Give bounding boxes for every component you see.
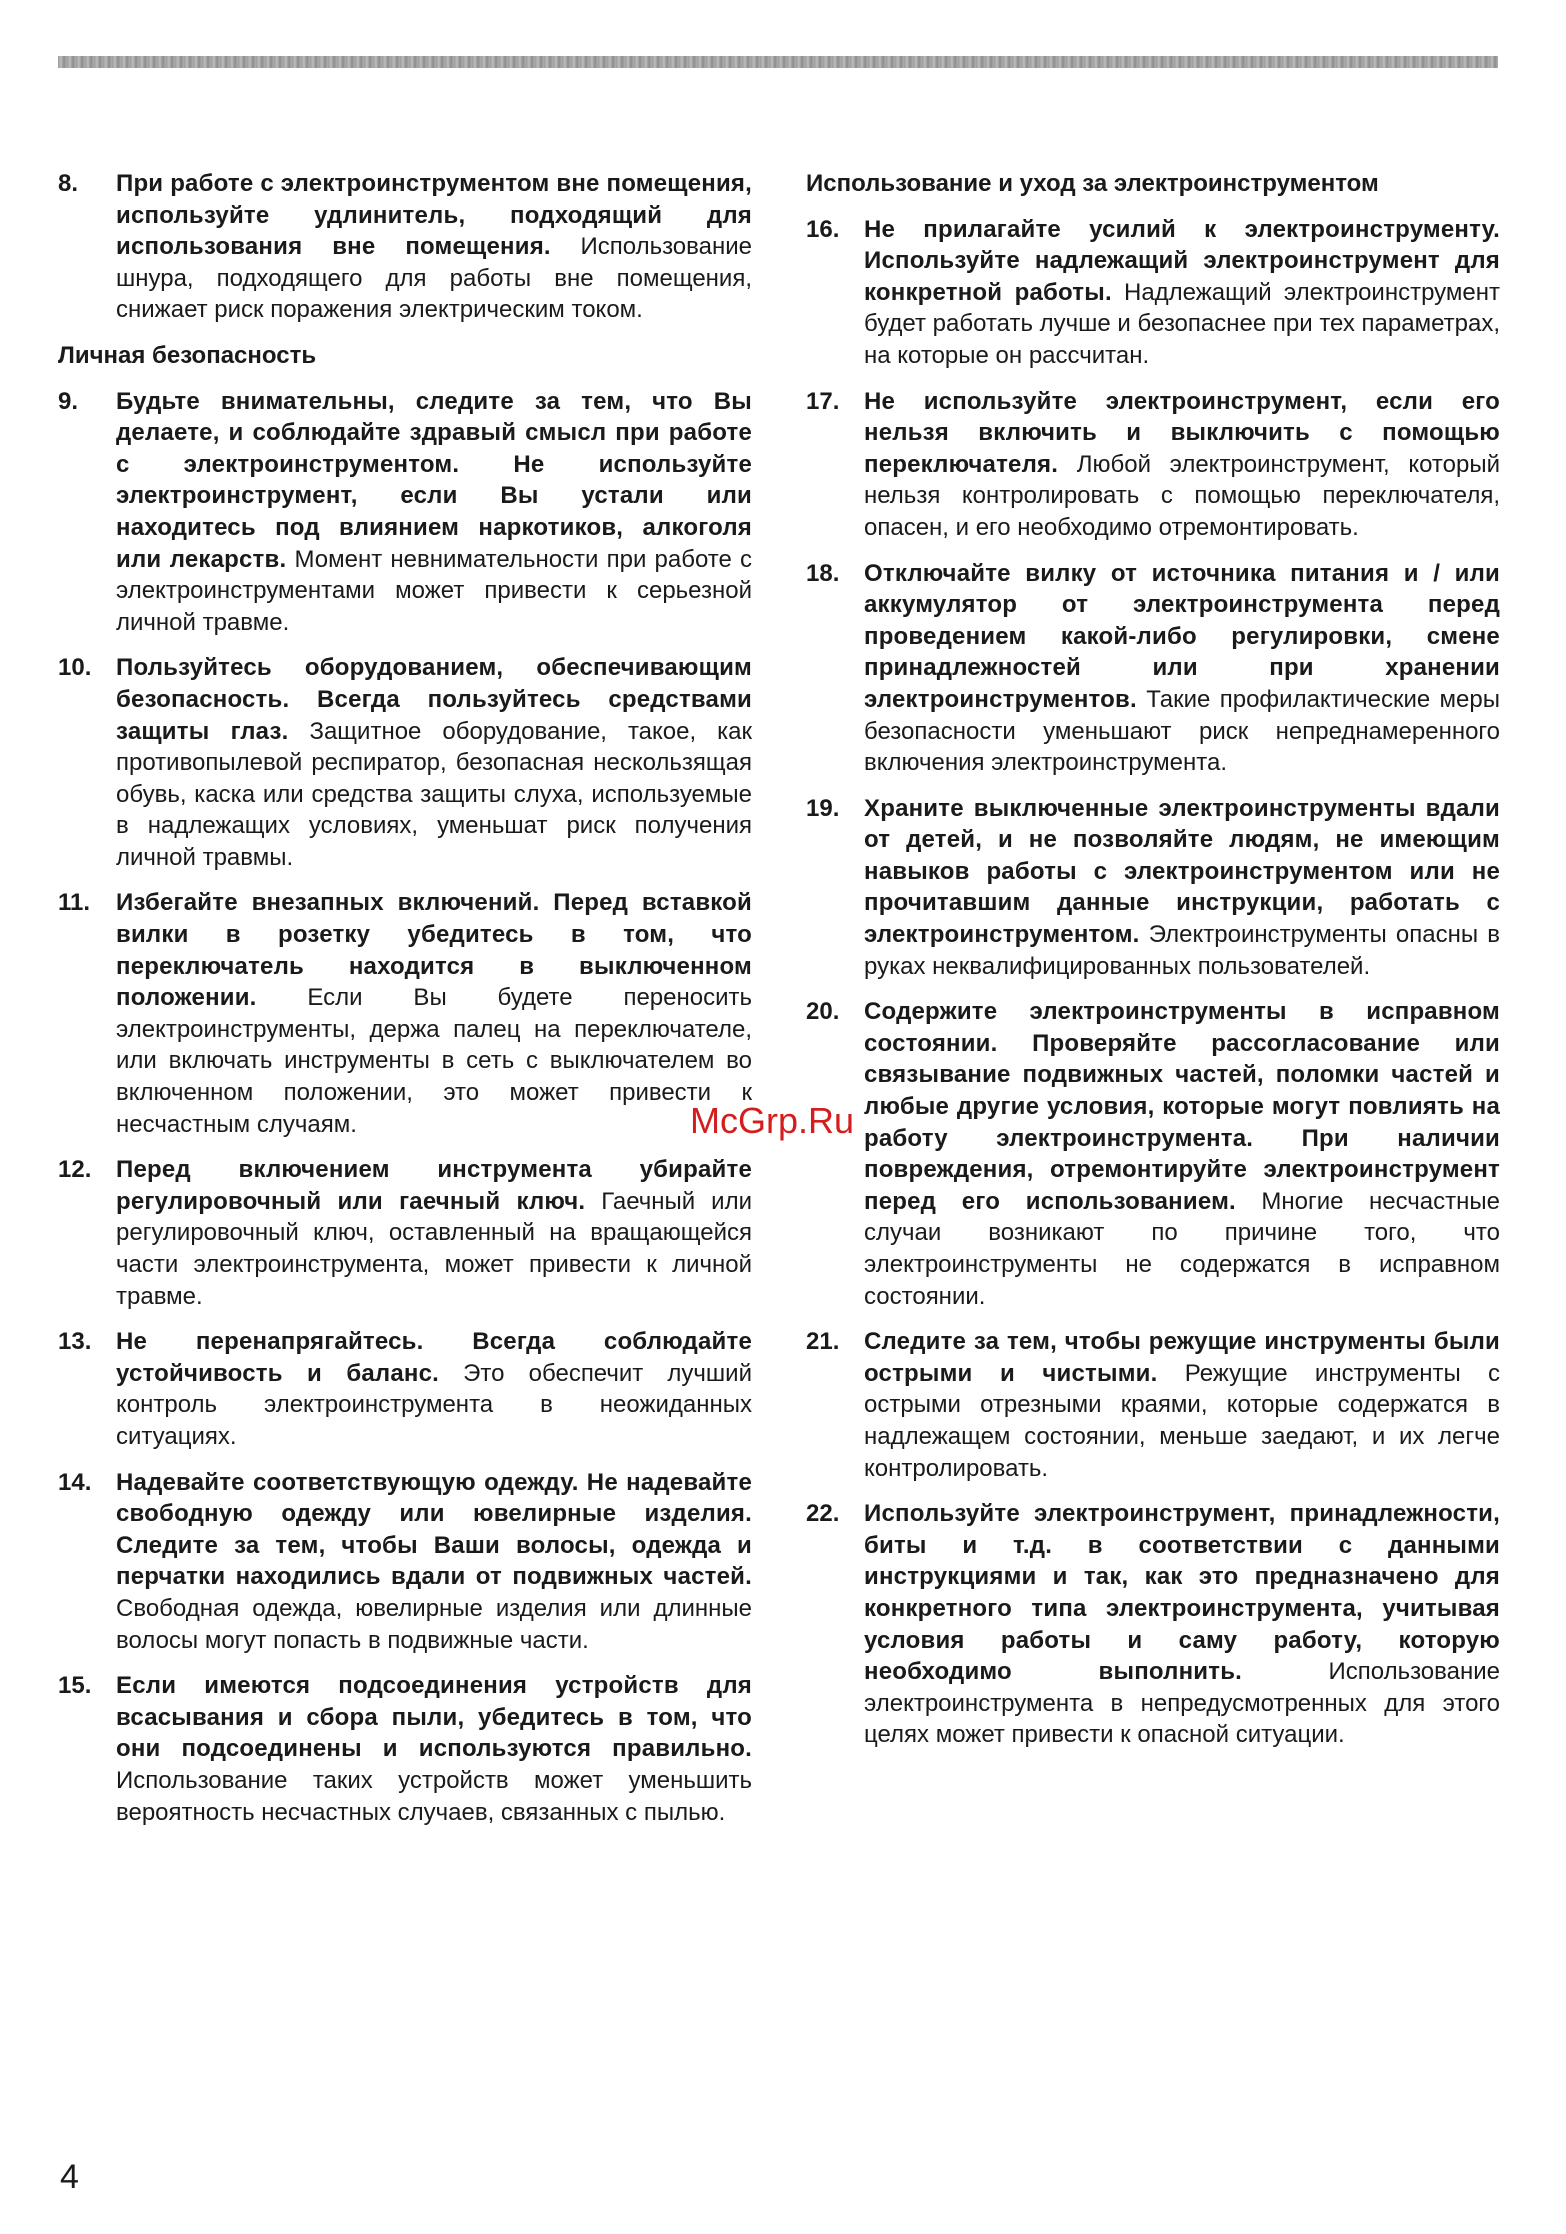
item-body: Это обеспечит лучший контроль электроинструмента в неожиданных ситуациях. xyxy=(116,1359,752,1450)
list-item xyxy=(806,386,1500,544)
list-item xyxy=(58,652,752,873)
header-rule xyxy=(58,56,1498,68)
item-number: 9. xyxy=(58,387,79,415)
item-body: Гаечный или регулировочный ключ, оставленный на вращающейся части электроинструмента, может привести к личной травме. xyxy=(116,1187,753,1310)
watermark: McGrp.Ru xyxy=(690,1100,855,1141)
item-body: Многие несчастные случаи возникают по причине того, что электроинструменты не содержатся в исправном состоянии. xyxy=(864,1187,1500,1310)
item-body: Режущие инструменты с острыми отрезными краями, которые содержатся в надлежащем состоянии, меньше заедают, и их легче контролировать. xyxy=(864,1359,1501,1482)
item-body: Использование электроинструмента в непредусмотренных для этого целях может привести к опасной ситуации. xyxy=(864,1658,1500,1749)
item-number: 19. xyxy=(806,794,840,822)
item-body: Любой электроинструмент, который нельзя контролировать с помощью переключателя, опасен, и его необходимо отремонтировать. xyxy=(864,450,1500,541)
list-item xyxy=(806,996,1500,1312)
item-number: 14. xyxy=(58,1468,92,1496)
list-item xyxy=(58,887,752,1140)
page-number: 4 xyxy=(60,2158,79,2196)
section-heading-tool-use-care: Использование и уход за электроинструментом xyxy=(806,170,1379,197)
item-body: Такие профилактические меры безопасности уменьшают риск непреднамеренного включения электроинструмента. xyxy=(864,685,1500,777)
item-number: 12. xyxy=(58,1156,92,1184)
item-number: 11. xyxy=(58,889,91,917)
item-number: 20. xyxy=(806,998,840,1026)
item-body: Если Вы будете переносить электроинструменты, держа палец на переключателе, или включать инструменты в сеть с выключателем во включенном положении, это может привести к несчастным случаям. xyxy=(116,984,752,1138)
item-body: Использование таких устройств может уменьшить вероятность несчастных случаев, связанных с пылью. xyxy=(116,1766,752,1826)
item-lead: Храните выключенные электроинструменты вдали от детей, и не позволяйте людям, не имеющим навыков работы с электроинструментом или не прочитавшим данные инструкции, работать с электроинструментом. xyxy=(864,794,1500,949)
item-lead: Содержите электроинструменты в исправном состоянии. Проверяйте рассогласование или связывание подвижных частей, поломки частей и любые другие условия, которые могут повлиять на работу электроинструмента. При наличии повреждения, отремонтируйте электроинструмент перед его использованием. xyxy=(864,998,1500,1215)
item-body: Момент невнимательности при работе с электроинструментами может привести к серьезной личной травме. xyxy=(116,545,752,636)
list-item xyxy=(806,558,1500,779)
list-item xyxy=(806,1326,1500,1484)
item-lead: Пользуйтесь оборудованием, обеспечивающим безопасность. Всегда пользуйтесь средствами защиты глаз. xyxy=(116,654,752,745)
item-number: 22. xyxy=(806,1500,840,1528)
item-lead: Если имеются подсоединения устройств для всасывания и сбора пыли, убедитесь в том, что они подсоединены и используются правильно. xyxy=(116,1672,752,1763)
left-column xyxy=(58,168,752,1842)
list-item xyxy=(806,214,1500,372)
list-item xyxy=(58,1467,752,1657)
list-item xyxy=(806,793,1500,983)
section-heading-personal-safety: Личная безопасность xyxy=(58,341,317,369)
item-number: 8. xyxy=(58,170,79,197)
list-item xyxy=(58,386,752,639)
item-number: 18. xyxy=(806,559,840,587)
item-lead: Будьте внимательны, следите за тем, что Вы делаете, и соблюдайте здравый смысл при работе с электроинструментом. Не используйте электроинструмент, если Вы устали или находитесь под влиянием наркотиков, алкоголя или лекарств. xyxy=(116,387,752,573)
list-item xyxy=(58,1670,752,1828)
item-lead: Следите за тем, чтобы режущие инструменты были острыми и чистыми. xyxy=(864,1328,1500,1387)
item-lead: Не прилагайте усилий к электроинструменту. Используйте надлежащий электроинструмент для конкретной работы. xyxy=(864,215,1500,306)
item-lead: Не используйте электроинструмент, если его нельзя включить и выключить с помощью переключателя. xyxy=(864,387,1500,478)
item-lead: Используйте электроинструмент, принадлежности, биты и т.д. в соответствии с данными инструкциями и так, как это предназначено для конкретного типа электроинструмента, учитывая условия работы и саму работу, которую необходимо выполнить. xyxy=(864,1500,1500,1686)
item-number: 21. xyxy=(806,1328,840,1356)
item-body: Электроинструменты опасны в руках неквалифицированных пользователей. xyxy=(864,921,1500,980)
item-number: 15. xyxy=(58,1672,92,1700)
item-lead: При работе с электроинструментом вне помещения, используйте удлинитель, подходящий для использования вне помещения. xyxy=(116,170,752,261)
item-number: 10. xyxy=(58,654,92,682)
item-lead: Не перенапрягайтесь. Всегда соблюдайте устойчивость и баланс. xyxy=(116,1328,752,1387)
item-lead: Избегайте внезапных включений. Перед вставкой вилки в розетку убедитесь в том, что переключатель находится в выключенном положении. xyxy=(116,889,752,1012)
right-column xyxy=(806,168,1500,1765)
list-item xyxy=(806,1498,1500,1751)
item-body: Использование шнура, подходящего для работы вне помещения, снижает риск поражения электрическим током. xyxy=(116,233,752,324)
item-number: 17. xyxy=(806,387,840,415)
item-lead: Перед включением инструмента убирайте регулировочный или гаечный ключ. xyxy=(116,1156,752,1215)
item-lead: Надевайте соответствующую одежду. Не надевайте свободную одежду или ювелирные изделия. Следите за тем, чтобы Ваши волосы, одежда и перчатки находились вдали от подвижных частей. xyxy=(116,1468,752,1591)
list-item xyxy=(58,1326,752,1452)
list-item xyxy=(58,1154,752,1312)
item-body: Свободная одежда, ювелирные изделия или длинные волосы могут попасть в подвижные части. xyxy=(116,1594,752,1654)
item-body: Надлежащий электроинструмент будет работать лучше и безопаснее при тех параметрах, на которые он рассчитан. xyxy=(864,278,1500,369)
item-number: 16. xyxy=(806,215,840,243)
item-number: 13. xyxy=(58,1328,92,1356)
item-lead: Отключайте вилку от источника питания и / или аккумулятор от электроинструмента перед проведением какой-либо регулировки, смене принадлежностей или при хранении электроинструментов. xyxy=(864,559,1500,713)
item-body: Защитное оборудование, такое, как противопылевой респиратор, безопасная нескользящая обувь, каска или средства защиты слуха, используемые в надлежащих условиях, уменьшат риск получения личной травмы. xyxy=(116,717,752,871)
list-item xyxy=(58,168,752,326)
